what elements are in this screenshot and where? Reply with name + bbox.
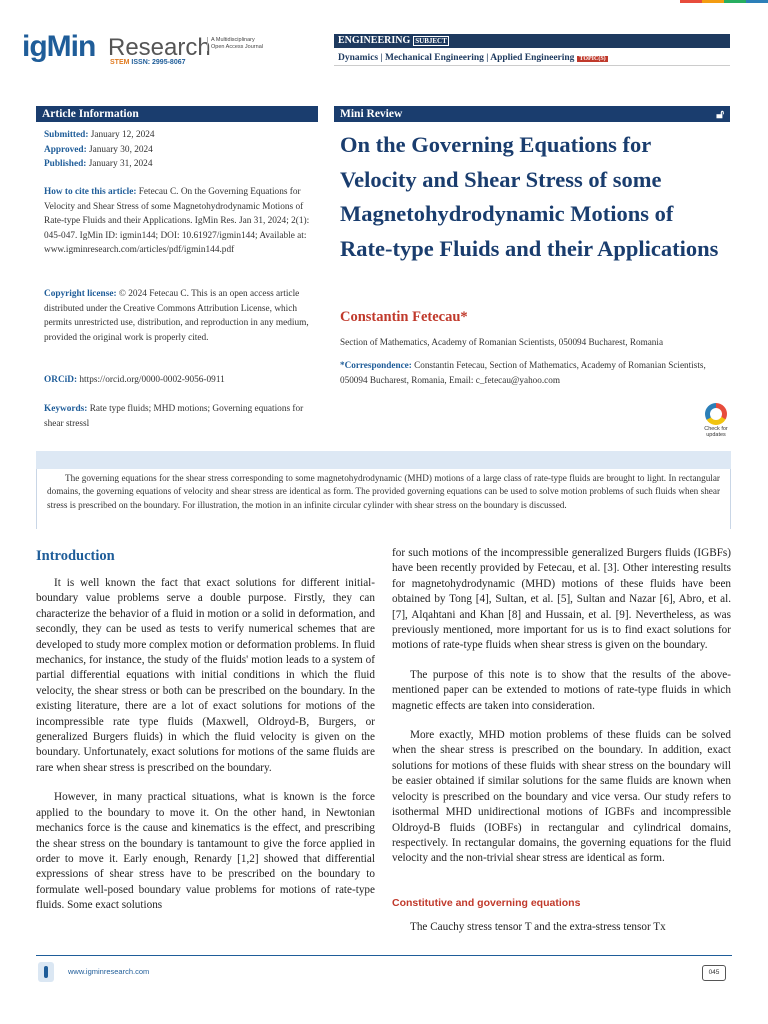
- logo-research: Research: [108, 34, 211, 61]
- footer-logo-icon: [38, 962, 54, 982]
- paragraph: The Cauchy stress tensor T and the extra-stress tensor Tx: [410, 921, 666, 933]
- author-name: Constantin Fetecau*: [340, 309, 468, 325]
- top-color-bar: [680, 0, 768, 3]
- paragraph: It is well known the fact that exact solutions for different initial-boundary value problems serve a double purpose. Firstly, they can characterize the behavior of a fluid in motion or a solid in deformation, and secondly, they can be used as tests to verify numerical schemes that are developed to study more complex motion or deformation problems. In fluid mechanics, for instance, the study of the fluids' motion leads to a system of partial differential equations with initial conditions in which the fluid velocity, the shear stress or both can be prescribed on the boundary. In the existing literature, there are a lot of exact solutions for motions of the incompressible rate type fluids (Maxwell, Oldroyd-B, Burgers, or generalized Burgers fluids) in which the fluid velocity is given on the boundary. Unfortunately, exact solutions for motions of the same fluids are rare when shear stress is prescribed on the boundary.: [36, 577, 375, 774]
- paragraph: for such motions of the incompressible generalized Burgers fluids (IGBFs) have been recently provided by Fetecau, et al. [3]. Other interesting results for magnetohydrodynamic (MHD) motions of these fluids have been obtained by Tong [4], Sultan, et al. [5], Sultan and Nazar [6], Abro, et al. [7], Alqahtani and Khan [8] and Hussain, et al. [9]. Nevertheless, as was previously mentioned, more important for us is to find exact solutions for motions of rate-type fluids when shear stress is given on the boundary.: [392, 547, 731, 652]
- check-for-updates-button[interactable]: Check for updates: [700, 403, 732, 438]
- right-column: [392, 546, 731, 867]
- copyright-block: Copyright license: © 2024 Fetecau C. This is an open access article distributed under the Creative Commons Attribution License, which permits unrestricted use, distribution, and reproduction in any medium, provided the original work is properly cited.: [44, 289, 309, 343]
- author-affiliation: Section of Mathematics, Academy of Romanian Scientists, 050094 Bucharest, Romania: [340, 337, 664, 347]
- article-title: On the Governing Equations for Velocity and Shear Stress of some Magnetohydrodynamic Motions of Rate-type Fluids and their Applications: [340, 132, 719, 261]
- paragraph: However, in many practical situations, what is known is the force applied to the boundary to move it. On the other hand, in Newtonian mechanics force is the cause and kinematics is the effect, and prescribing the shear stress on the boundary is tantamount to give the force applied in order to move it. Early enough, Renardy [1,2] showed that differential expressions of shear stress have to be prescribed on the boundary to formulate well-posed boundary value problems for motions of rate-type fluids. Some exact solutions: [36, 791, 375, 912]
- check-updates-icon: [705, 403, 727, 425]
- orcid-block: ORCiD: https://orcid.org/0000-0002-9056-0911: [44, 375, 225, 385]
- logo-issn: STEM ISSN: 2995-8067: [110, 59, 186, 66]
- abstract-band: [36, 451, 731, 469]
- subject-header: ENGINEERING SUBJECT: [334, 34, 730, 48]
- page-number: 045: [702, 965, 726, 981]
- subject-fields: Dynamics | Mechanical Engineering | Applied Engineering TOPIC(S): [334, 50, 730, 66]
- cite-block: How to cite this article: Fetecau C. On the Governing Equations for Velocity and Shear Stress of some Magnetohydrodynamic Motions of Rate-type Fluids and their Applications. IgMin Res. Jan 31, 2024; 2(1): 045-047. IgMin ID: igmin144; DOI: 10.61927/igmin144; Available at: www.igminresearch.com/articles/pdf/igmin144.pdf: [44, 187, 310, 256]
- paragraph: More exactly, MHD motion problems of these fluids can be solved when the shear stress is prescribed on the boundary. In addition, exact solutions for motions of these fluids with shear stress on the boundary will be easier obtained if similar solutions for the same fluids are known when velocity is prescribed on the boundary and vice versa. Our study refers to isothermal MHD unidirectional motions of IGBFs and incompressible Oldroyd-B fluids (IOBFs) in rectangular and cylindrical domains, respectively. In rectangular domains, the governing equations for the fluid velocity and the non-trivial shear stress are identical as form.: [392, 729, 731, 865]
- open-access-icon: 🔓︎: [716, 107, 724, 121]
- dates-block: Submitted: January 12, 2024 Approved: January 30, 2024 Published: January 31, 2024: [44, 130, 155, 170]
- paragraph: The purpose of this note is to show that the results of the above-mentioned paper can be extended to motions of rate-type fluids in which magnetic effects are taken into consideration.: [392, 668, 731, 712]
- section-subheading: Constitutive and governing equations: [392, 897, 581, 909]
- keywords-block: Keywords: Rate type fluids; MHD motions; Governing equations for shear stressl: [44, 404, 304, 429]
- footer-divider: [36, 955, 732, 956]
- logo-tagline: A Multidisciplinary Open Access Journal: [207, 37, 267, 51]
- orcid-link[interactable]: https://orcid.org/0000-0002-9056-0911: [79, 375, 225, 385]
- article-info-heading: Article Information: [36, 106, 318, 122]
- journal-logo[interactable]: [22, 30, 262, 70]
- introduction-heading: Introduction: [36, 548, 115, 564]
- footer-url-link[interactable]: www.igminresearch.com: [68, 967, 150, 976]
- logo-ig: igMin: [22, 30, 96, 63]
- article-type-heading: Mini Review 🔓︎: [334, 106, 730, 122]
- right-column-continued: [392, 920, 731, 935]
- abstract-text: The governing equations for the shear stress corresponding to some magnetohydrodynamic (MHD) motions of a large class of rate-type fluids are brought to light. In rectangular domains, the governing equations of velocity and shear stress are identical as form. The provided governing equations can be used to solve motion problems of such fluids when shear stress is prescribed on the boundary. For illustration, the motion in an infinite circular cylinder with shear stress on the boundary is discussed.: [36, 469, 731, 529]
- left-column: [36, 576, 375, 914]
- correspondence: *Correspondence: Constantin Fetecau, Section of Mathematics, Academy of Romanian Scientists, 050094 Bucharest, Romania, Email: c_fetecau@yahoo.com: [340, 360, 706, 385]
